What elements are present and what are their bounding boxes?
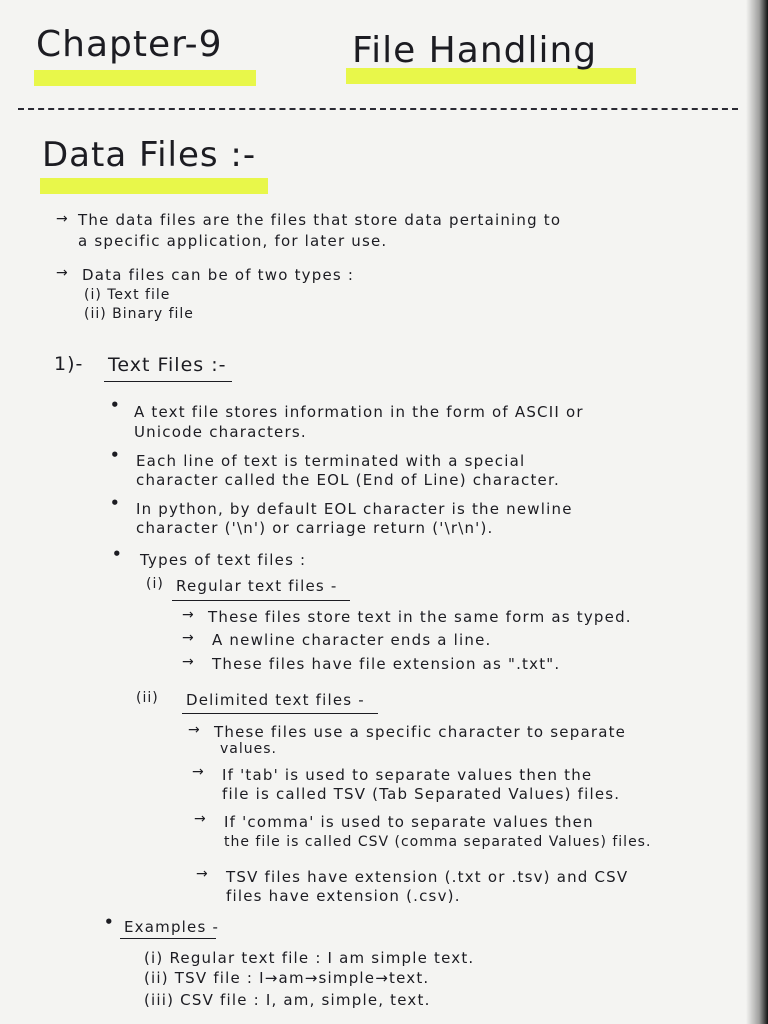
examples-heading: Examples - <box>124 918 220 936</box>
intro-point-1-line2: a specific application, for later use. <box>78 232 388 250</box>
regular-point-1: These files store text in the same form as typed. <box>208 608 632 626</box>
delimited-heading: Delimited text files - <box>186 691 365 709</box>
section-highlight <box>40 178 268 194</box>
arrow-icon: → <box>194 811 206 827</box>
example-1: (i) Regular text file : I am simple text. <box>144 949 475 967</box>
delimited-point-2-line1: If 'tab' is used to separate values then the <box>222 766 593 784</box>
delimited-point-2-line2: file is called TSV (Tab Separated Values) files. <box>222 785 621 803</box>
arrow-icon: → <box>56 265 68 281</box>
chapter-title: Chapter-9 <box>36 24 223 65</box>
delimited-point-4-line1: TSV files have extension (.txt or .tsv) and CSV <box>226 868 629 886</box>
bullet-1-line2: Unicode characters. <box>134 423 307 441</box>
bullet-1-line1: A text file stores information in the form of ASCII or <box>134 403 584 421</box>
arrow-icon: → <box>56 211 68 227</box>
example-3: (iii) CSV file : I, am, simple, text. <box>144 991 431 1009</box>
example-2: (ii) TSV file : I→am→simple→text. <box>144 969 430 987</box>
regular-underline <box>172 600 350 601</box>
page-edge-shadow <box>746 0 768 1024</box>
type-text-file: (i) Text file <box>84 287 171 303</box>
bullet-2-line1: Each line of text is terminated with a special <box>136 452 526 470</box>
bullet-icon: • <box>110 494 120 512</box>
delimited-point-1-line2: values. <box>220 741 277 757</box>
delimited-point-3-line2: the file is called CSV (comma separated Values) files. <box>224 834 652 850</box>
header-divider <box>18 108 738 110</box>
section-number: 1)- <box>54 353 84 375</box>
intro-point-1-line1: The data files are the files that store data pertaining to <box>78 211 562 229</box>
regular-label: (i) <box>146 576 164 592</box>
bullet-icon: • <box>110 446 120 464</box>
examples-underline <box>120 938 216 939</box>
bullet-4: Types of text files : <box>140 551 307 569</box>
bullet-3-line2: character ('\n') or carriage return ('\r\n'). <box>136 519 494 537</box>
delimited-point-1-line1: These files use a specific character to separate <box>214 723 627 741</box>
section-title: Data Files :- <box>42 135 257 175</box>
delimited-point-4-line2: files have extension (.csv). <box>226 887 461 905</box>
regular-point-3: These files have file extension as ".txt". <box>212 655 561 673</box>
bullet-3-line1: In python, by default EOL character is the newline <box>136 500 573 518</box>
bullet-2-line2: character called the EOL (End of Line) character. <box>136 471 560 489</box>
bullet-icon: • <box>104 913 114 931</box>
arrow-icon: → <box>192 764 204 780</box>
arrow-icon: → <box>182 630 194 646</box>
delimited-label: (ii) <box>136 690 159 706</box>
bullet-icon: • <box>112 545 122 563</box>
arrow-icon: → <box>188 722 200 738</box>
regular-point-2: A newline character ends a line. <box>212 631 492 649</box>
delimited-point-3-line1: If 'comma' is used to separate values then <box>224 813 594 831</box>
text-files-heading: Text Files :- <box>108 354 227 376</box>
heading-underline <box>104 381 232 382</box>
intro-point-2: Data files can be of two types : <box>82 266 355 284</box>
topic-title: File Handling <box>352 30 598 71</box>
arrow-icon: → <box>182 607 194 623</box>
type-binary-file: (ii) Binary file <box>84 306 194 322</box>
arrow-icon: → <box>182 654 194 670</box>
arrow-icon: → <box>196 866 208 882</box>
regular-heading: Regular text files - <box>176 577 338 595</box>
chapter-highlight <box>34 70 256 86</box>
bullet-icon: • <box>110 396 120 414</box>
delimited-underline <box>182 713 378 714</box>
